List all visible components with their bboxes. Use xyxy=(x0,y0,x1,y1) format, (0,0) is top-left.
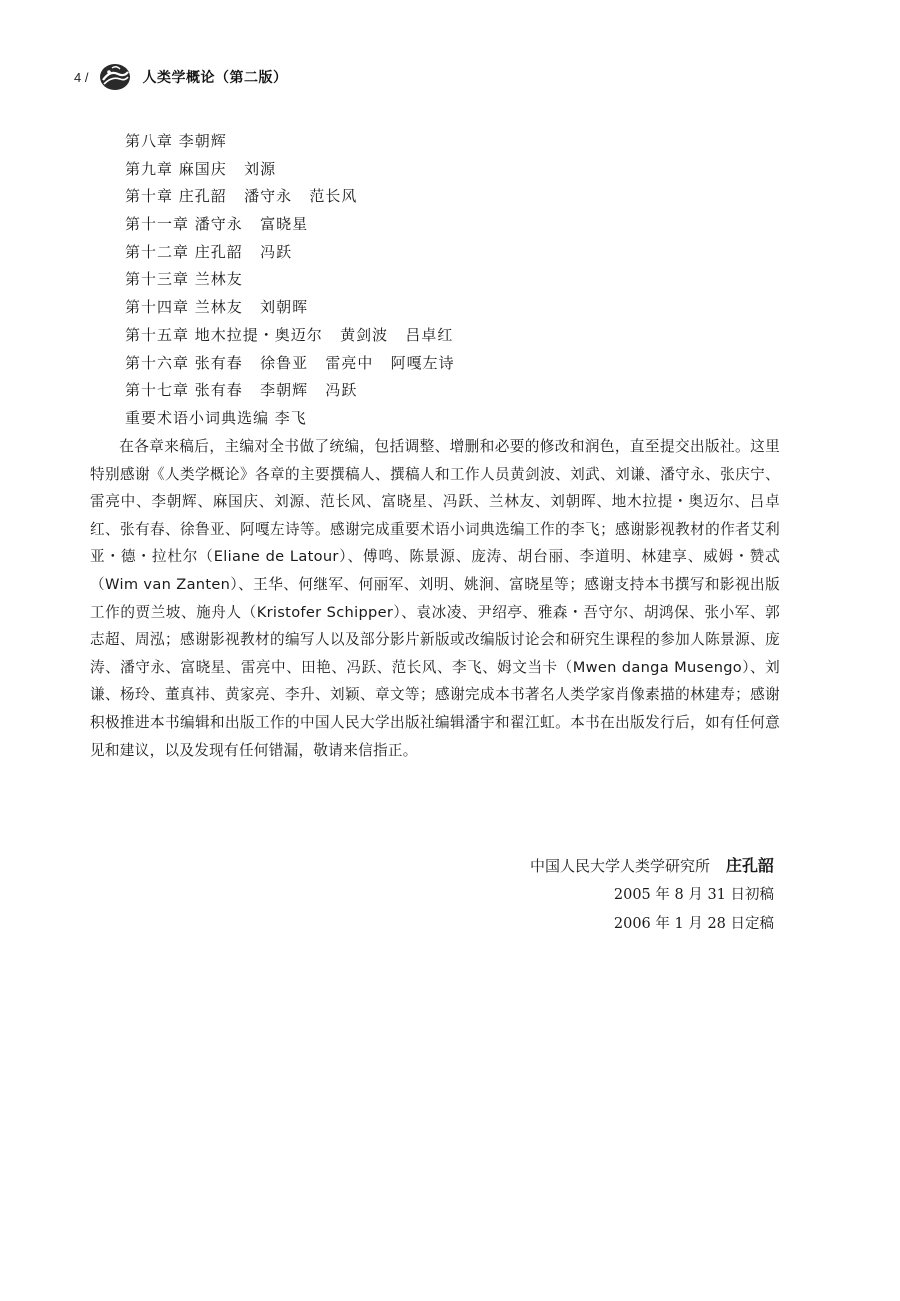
final-draft-date: 2006 年 1 月 28 日定稿 xyxy=(613,916,774,932)
chapter-entry: 重要术语小词典选编 李飞 xyxy=(125,408,307,427)
chapter-entry: 第十四章 兰林友 刘朝晖 xyxy=(125,298,309,317)
chapter-entry: 第十六章 张有春 徐鲁亚 雷亮中 阿嘎左诗 xyxy=(125,353,455,372)
chapter-entry: 第八章 李朝辉 xyxy=(125,132,227,150)
publisher-logo-icon xyxy=(98,62,132,92)
chapter-entry: 第十三章 兰林友 xyxy=(125,270,243,289)
first-draft-date: 2005 年 8 月 31 日初稿 xyxy=(613,886,774,903)
book-title: 人类学概论（第二版） xyxy=(142,70,288,86)
page-number: 4 / xyxy=(74,69,89,85)
acknowledgement-paragraph: 在各章来稿后，主编对全书做了统编，包括调整、增删和必要的修改和润色，直至提交出版社。这里特别感谢《人类学概论》各章的主要撰稿人、撰稿人和工作人员黄剑波、刘武、刘谦、潘守永、张庆宁、雷亮中、李朝辉、麻国庆、刘源、范长风、富晓星、冯跃、兰林友、刘朝晖、地木拉提・奥迈尔、吕卓红、张有春、徐鲁亚、阿嘎左诗等。感谢完成重要术语小词典选编工作的李飞；感谢影视教材的作者艾利亚・德・拉杜尔（Eliane de Latour）、傅鸣、陈景源、庞涛、胡台丽、李道明、林建享、威姆・赞忒（Wim van Zanten）、王华、何继军、何丽军、刘明、姚涧、富晓星等；感谢支持本书撰写和影视出版工作的贾兰坡、施舟人（Kristofer Schipper）、袁冰凌、尹绍亭、雅森・吾守尔、胡鸿保、张小军、郭志超、周泓；感谢影视教材的编写人以及部分影片新版或改编版讨论会和研究生课程的参加人陈景源、庞涛、潘守永、富晓星、雷亮中、田艳、冯跃、范长风、李飞、姆文当卡（Mwen danga Musengo）、刘谦、杨玲、董真祎、黄家亮、李升、刘颖、章文等；感谢完成本书著名人类学家肖像素描的林建寿；感谢积极推进本书编辑和出版工作的中国人民大学出版社编辑潘宇和翟江虹。本书在出版发行后，如有任何意见和建议，以及发现有任何错漏，敬请来信指正。 xyxy=(90,438,780,759)
signature-line xyxy=(530,851,774,881)
chapter-author-list xyxy=(125,128,455,433)
chapter-entry: 第十二章 庄孔韶 冯跃 xyxy=(125,242,293,261)
chapter-entry: 第十七章 张有春 李朝辉 冯跃 xyxy=(125,381,358,400)
signature-institution: 中国人民大学人类学研究所 xyxy=(529,857,710,875)
chapter-entry: 第十章 庄孔韶 潘守永 范长风 xyxy=(125,187,358,206)
signature-author: 庄孔韶 xyxy=(725,856,774,875)
chapter-entry: 第十一章 潘守永 富晓星 xyxy=(125,215,309,234)
page-header xyxy=(74,62,287,92)
chapter-entry: 第九章 麻国庆 刘源 xyxy=(125,159,277,178)
chapter-entry: 第十五章 地木拉提・奥迈尔 黄剑波 吕卓红 xyxy=(125,325,454,344)
signature-block xyxy=(530,851,774,940)
